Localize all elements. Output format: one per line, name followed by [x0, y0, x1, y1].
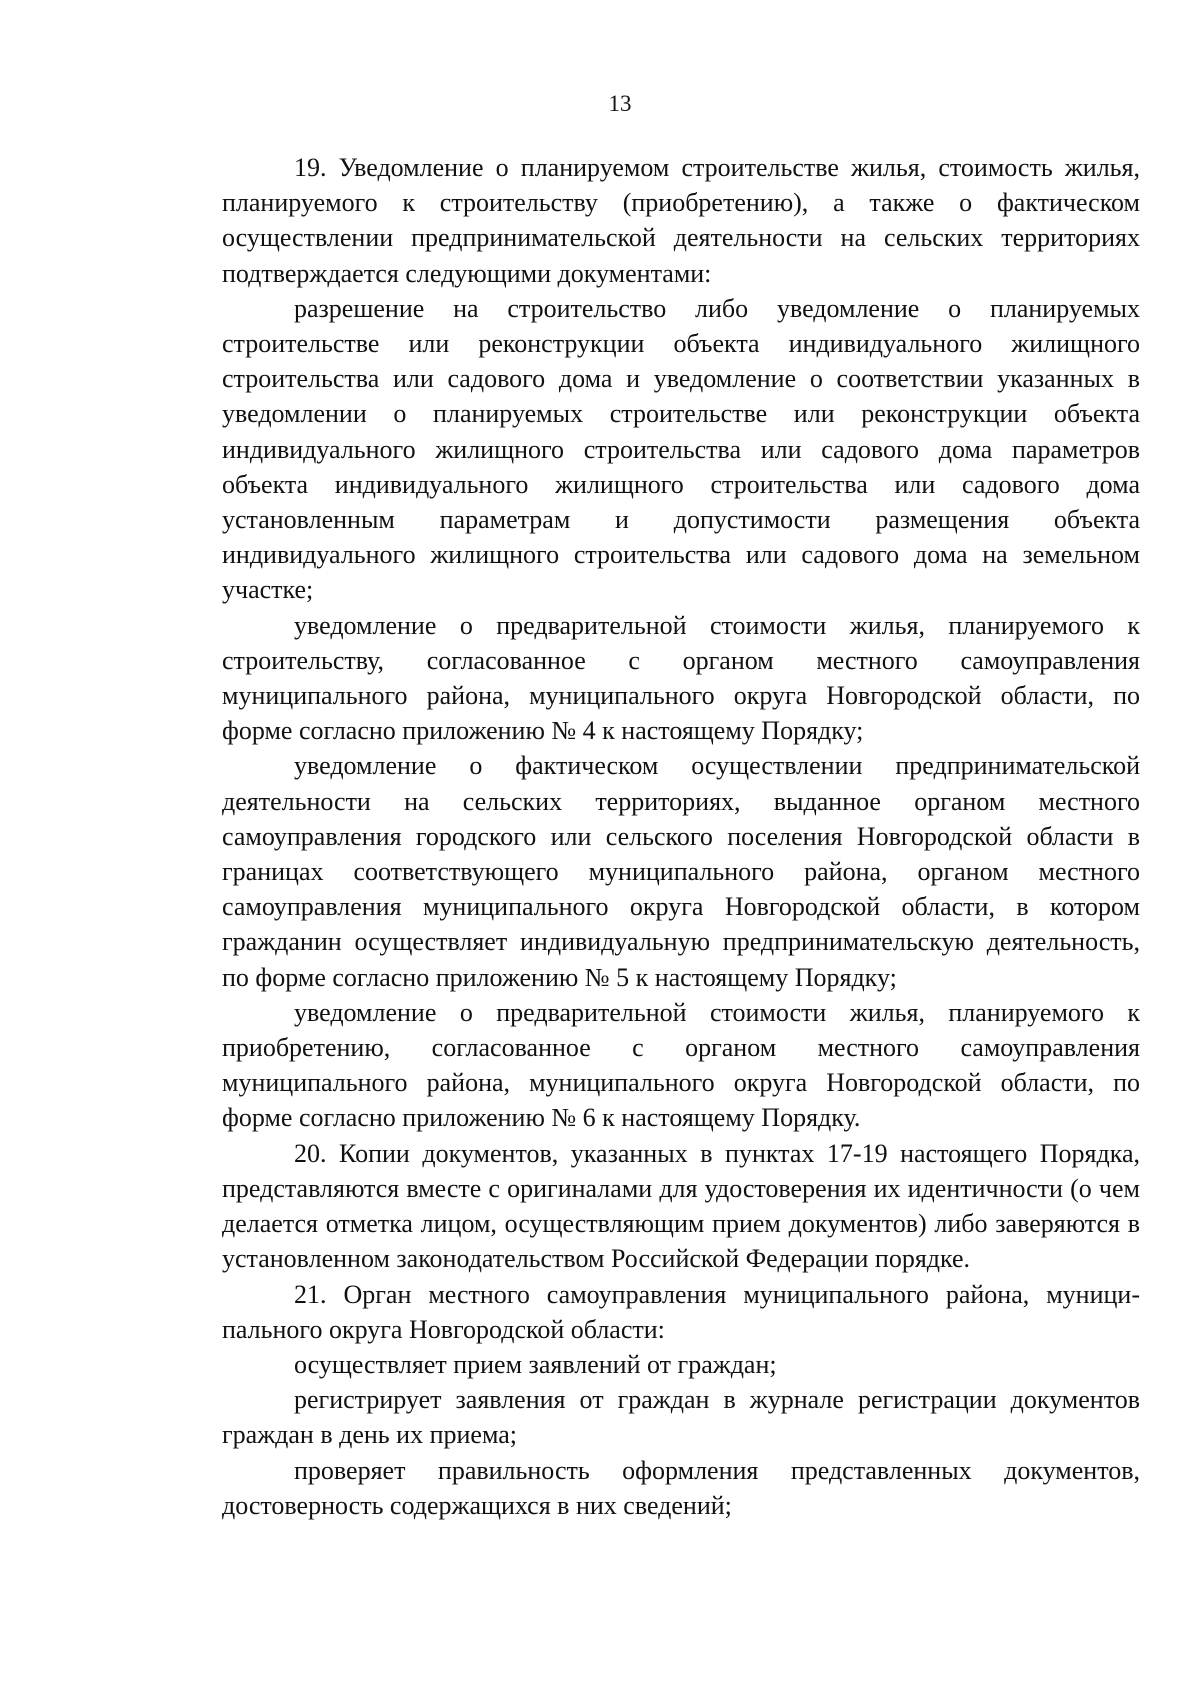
paragraph-item-20: 20. Копии документов, указанных в пунктах 17-19 настоящего Порядка, представляются вместе с оригиналами для удостоверения их идентичности (о чем делается отметка лицом, осуществляющим прием документов) либо заверяются в установленном законодательством Российской Федерации порядке.: [222, 1138, 1140, 1274]
paragraph-registers-applications: регистрирует заявления от граждан в журнале регистрации документов граждан в день их приема;: [222, 1385, 1140, 1450]
paragraph-accepts-applications: осуществляет прием заявлений от граждан;: [294, 1349, 777, 1379]
paragraph-building-permit: разрешение на строительство либо уведомление о планируемых строительстве или реконструкции объекта индивидуального жилищного строительства или садового дома и уведомление о соответствии указанных в уведомлении о планируемых строительстве или реконструкции объекта индивидуального жилищного строительства или садового дома параметров объекта индивидуального жилищного строительства или садового дома установленным параметрам и допустимости размещения объекта индивидуального жилищного строительства или садового дома на земельном участке;: [222, 293, 1140, 605]
paragraph-purchase-cost-notice: уведомление о предварительной стоимости жилья, планируемого к приобретению, согласованное с органом местного самоуправления муниципального района, муниципального округа Новгородской области, по форме согласно приложению № 6 к настоящему Порядку.: [222, 997, 1140, 1133]
paragraph-item-19: 19. Уведомление о планируемом строительстве жилья, стоимость жилья, планируемого к строительству (приобретению), а также о фактическом осуществлении предпринимательской деятельности на сельских территориях подтверждается следующими документами:: [222, 153, 1140, 288]
page-number: 13: [608, 91, 632, 116]
paragraph-checks-documents: проверяет правильность оформления представленных документов, достоверность содержащихся в них сведений;: [222, 1455, 1140, 1520]
paragraph-business-activity-notice: уведомление о фактическом осуществлении предпринимательской деятельности на сельских территориях, выданное органом местного самоуправления городского или сельского поселения Новгородской области в границах соответствующего муниципального района, органом местного самоуправления муниципального округа Новгородской области, в котором гражданин осуществляет индивидуальную предпринимательскую деятельность, по форме согласно приложению № 5 к настоящему Порядку;: [222, 751, 1140, 992]
paragraph-item-21: 21. Орган местного самоуправления муниципального района, муници-пального округа Новгородской области:: [222, 1279, 1140, 1344]
document-body: [222, 150, 1140, 1523]
paragraph-construction-cost-notice: уведомление о предварительной стоимости жилья, планируемого к строительству, согласованное с органом местного самоуправления муниципального района, муниципального округа Новгородской области, по форме согласно приложению № 4 к настоящему Порядку;: [222, 610, 1140, 746]
